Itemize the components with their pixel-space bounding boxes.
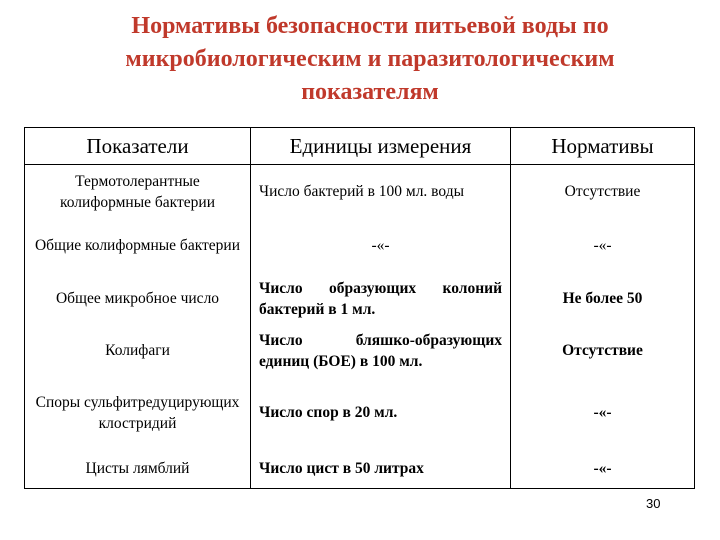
unit-cell: Число образующих колоний бактерий в 1 мл. [251,273,511,325]
indicator-cell: Общее микробное число [25,273,251,325]
norm-cell: -«- [511,377,695,449]
title-line-3: показателям [301,79,439,105]
indicator-cell: Термотолерантные колиформные бактерии [25,165,251,219]
norm-cell: Не более 50 [511,273,695,325]
unit-cell: Число бактерий в 100 мл. воды [251,165,511,219]
header-units: Единицы измерения [251,128,511,165]
unit-cell: Число спор в 20 мл. [251,377,511,449]
table-row [25,449,695,489]
norm-cell: Отсутствие [511,325,695,377]
indicator-cell: Общие колиформные бактерии [25,219,251,273]
norm-cell: -«- [511,449,695,489]
header-indicators: Показатели [25,128,251,165]
indicator-cell: Колифаги [25,325,251,377]
table-header-row [25,128,695,165]
table-row [25,219,695,273]
page-number: 30 [646,496,661,511]
norm-cell: -«- [511,219,695,273]
indicator-cell: Споры сульфитредуцирующих клостридий [25,377,251,449]
norm-cell: Отсутствие [511,165,695,219]
unit-cell: -«- [251,219,511,273]
table-row [25,325,695,377]
header-norms: Нормативы [511,128,695,165]
table-row [25,165,695,219]
indicator-cell: Цисты лямблий [25,449,251,489]
unit-cell: Число бляшко-образующих единиц (БОЕ) в 100 мл. [251,325,511,377]
table-row [25,273,695,325]
unit-cell: Число цист в 50 литрах [251,449,511,489]
title-line-1: Нормативы безопасности питьевой воды по [131,13,609,39]
slide-title [60,10,680,109]
norms-table [24,127,695,489]
title-line-2: микробиологическим и паразитологическим [125,46,615,72]
table-row [25,377,695,449]
